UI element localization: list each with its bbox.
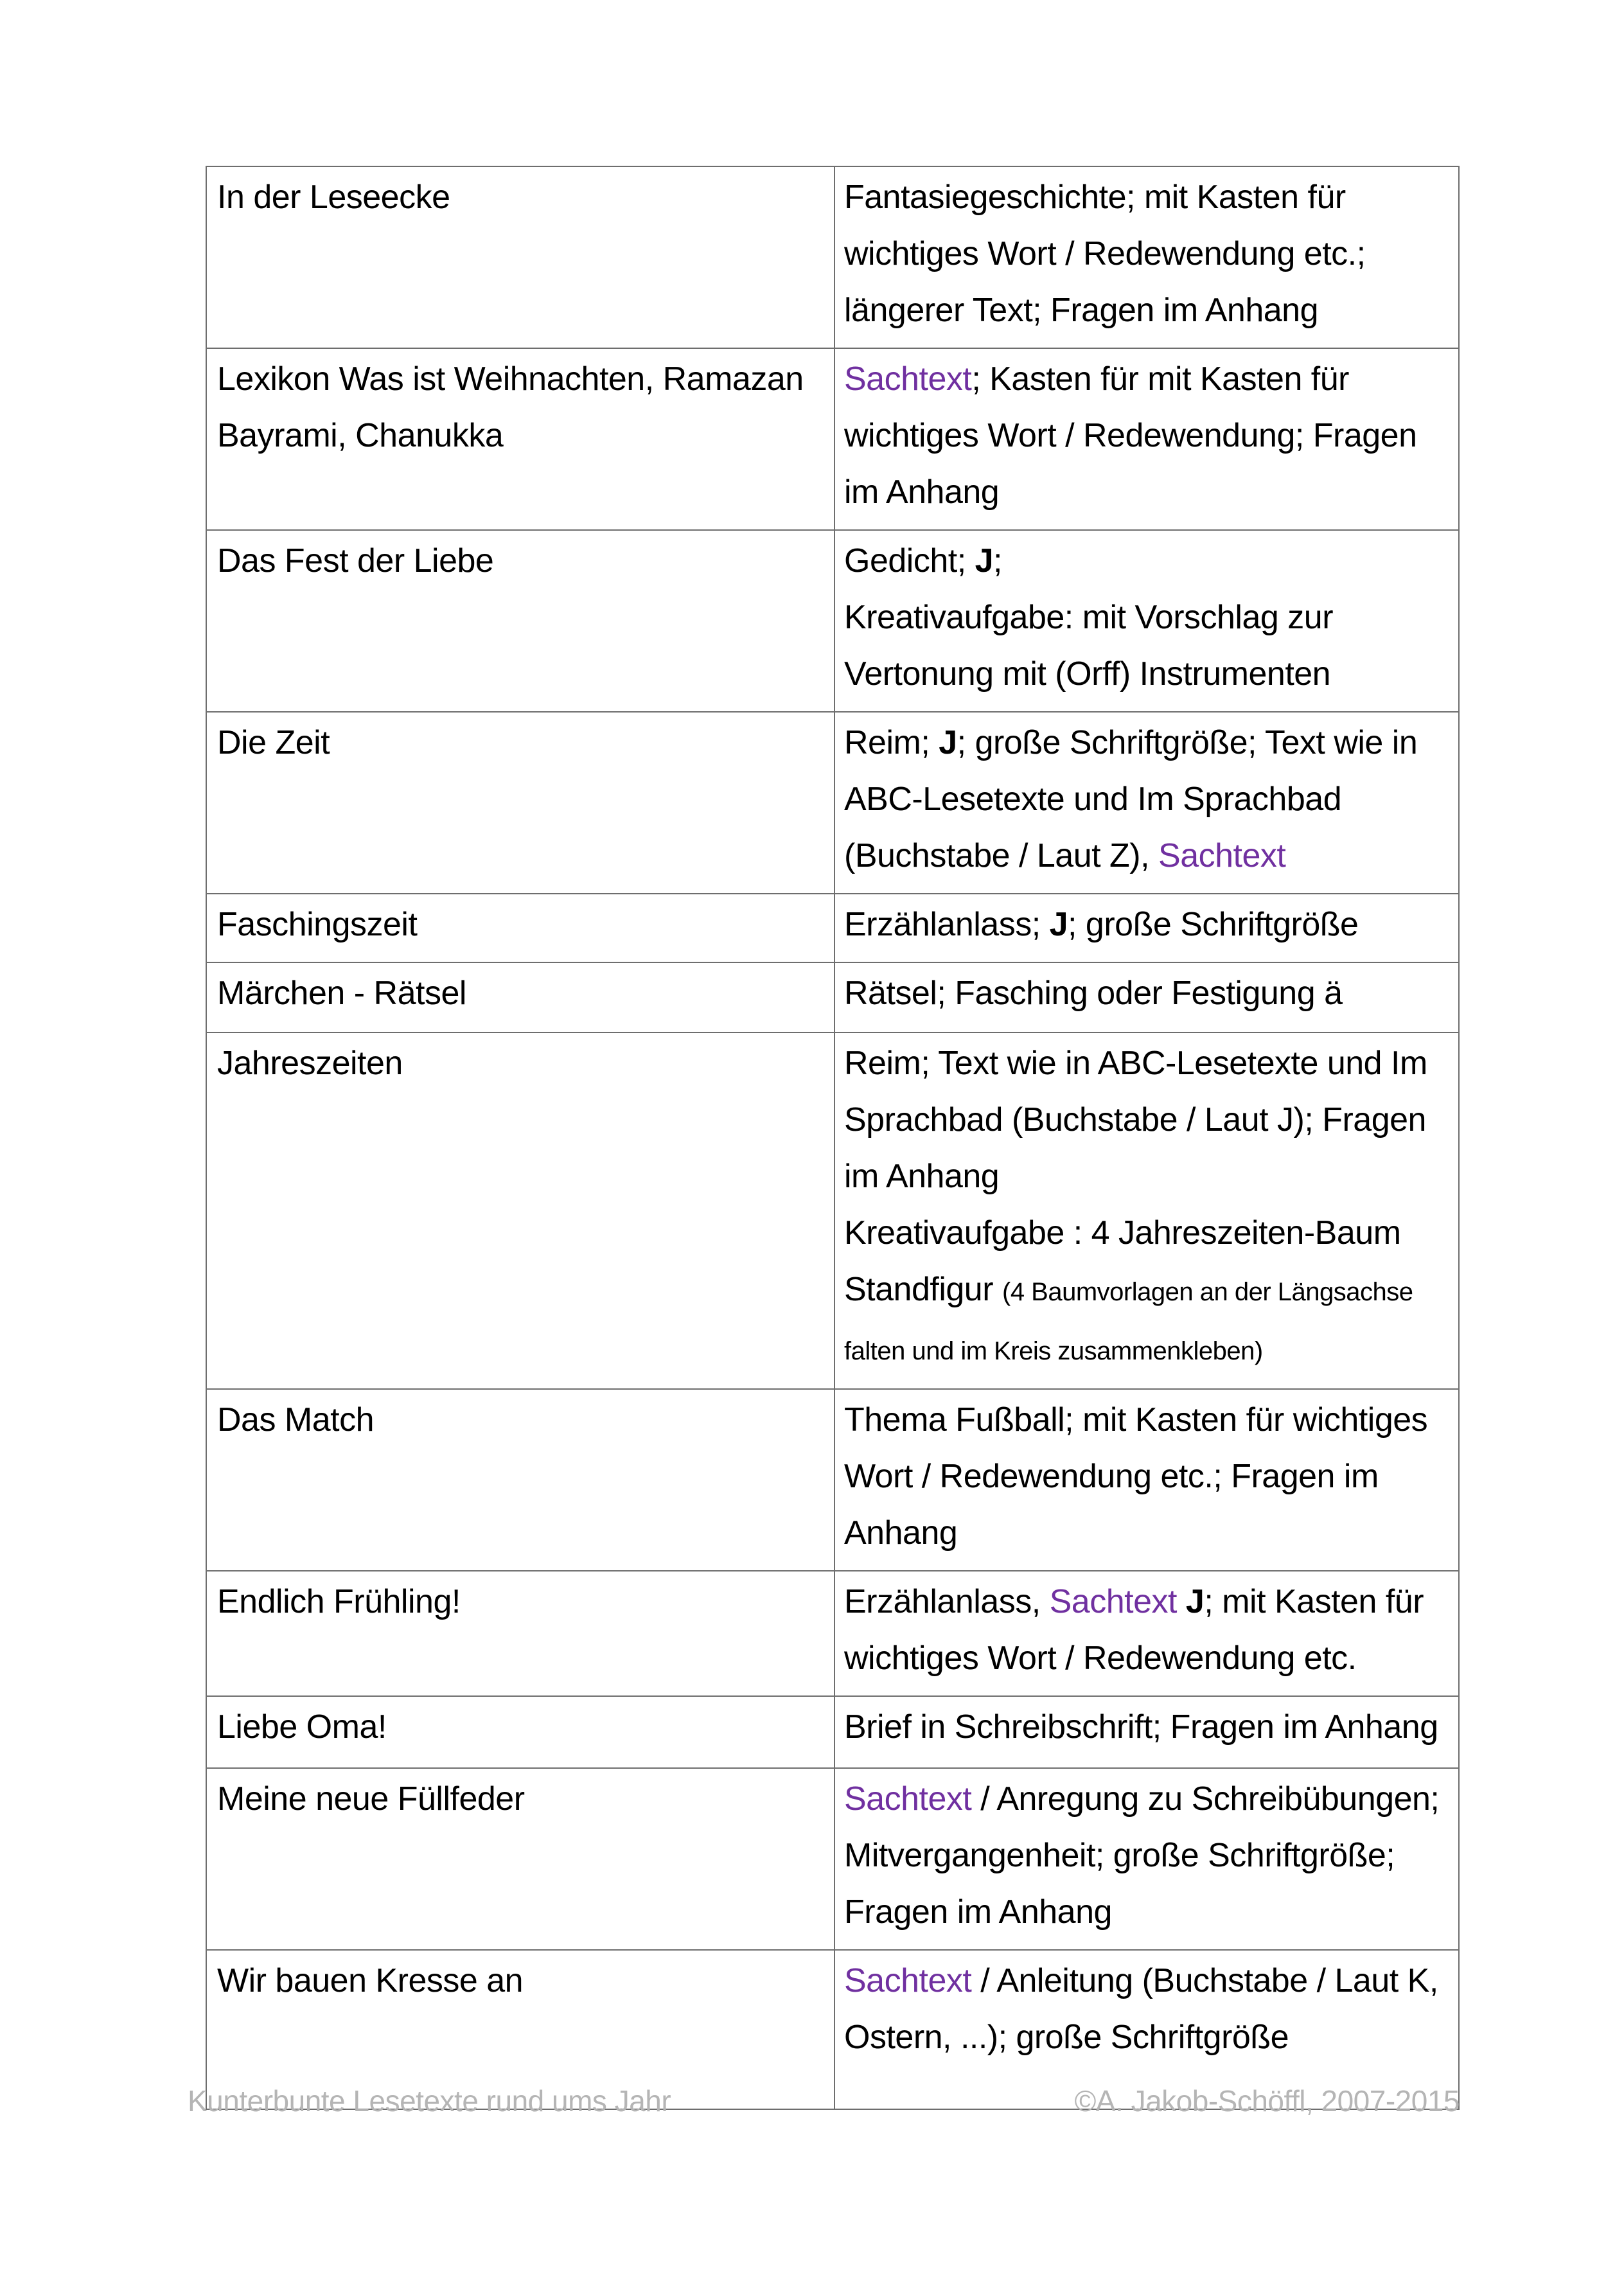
description-segment: Reim; Text wie in ABC-Lesetexte und Im Sprachbad (Buchstabe / Laut J); Fragen im Anhang (844, 1045, 1427, 1195)
description-cell (835, 1769, 1458, 1949)
description-segment: Sachtext (1158, 837, 1286, 874)
description-segment: J (975, 542, 994, 580)
description-segment: / Anleitung (Buchstabe / Laut K, Ostern, ...); große Schriftgröße (844, 1962, 1438, 2056)
description-segment: J (1049, 906, 1068, 943)
description-segment: Fantasiegeschichte; mit Kasten für wichtiges Wort / Redewendung etc.; längerer Text; Fragen im Anhang (844, 179, 1366, 329)
description-cell (835, 1697, 1458, 1767)
title-cell: In der Leseecke (207, 167, 835, 348)
description-segment: / Anregung zu Schreibübungen; Mitvergangenheit; große Schriftgröße; Fragen im Anhang (844, 1780, 1440, 1931)
description-segment: Sachtext (844, 360, 972, 398)
description-cell (835, 531, 1458, 711)
table-row (207, 962, 1458, 1032)
description-segment: J (939, 724, 957, 761)
footer (188, 2082, 1460, 2120)
title-cell: Wir bauen Kresse an (207, 1951, 835, 2109)
description-segment: ; mit Kasten für wichtiges Wort / Redewendung etc. (844, 1583, 1424, 1677)
title-cell: Meine neue Füllfeder (207, 1769, 835, 1949)
table-row (207, 1570, 1458, 1695)
description-segment: Kreativaufgabe: mit Vorschlag zur Vertonung mit (Orff) Instrumenten (844, 599, 1334, 693)
title-cell: Endlich Frühling! (207, 1571, 835, 1695)
title-cell: Lexikon Was ist Weihnachten, Ramazan Bayrami, Chanukka (207, 349, 835, 529)
description-cell (835, 894, 1458, 962)
description-segment: Sachtext (844, 1780, 972, 1818)
table-row (207, 348, 1458, 529)
table-row (207, 1032, 1458, 1388)
description-segment: Sachtext (1049, 1583, 1177, 1620)
description-segment: J (1185, 1583, 1205, 1620)
title-cell: Faschingszeit (207, 894, 835, 962)
title-cell: Jahreszeiten (207, 1033, 835, 1388)
description-segment: ; Kasten für mit Kasten für wichtiges Wort / Redewendung; Fragen im Anhang (844, 360, 1417, 511)
description-segment: Thema Fußball; mit Kasten für wichtiges Wort / Redewendung etc.; Fragen im Anhang (844, 1401, 1428, 1552)
description-cell (835, 167, 1458, 348)
table-row (207, 167, 1458, 348)
title-cell: Liebe Oma! (207, 1697, 835, 1767)
description-segment: Erzählanlass, (844, 1583, 1050, 1620)
description-segment: Rätsel; Fasching oder Festigung ä (844, 975, 1343, 1012)
table-row (207, 1767, 1458, 1949)
lesson-table (206, 166, 1460, 2110)
title-cell: Die Zeit (207, 713, 835, 893)
title-cell: Das Match (207, 1390, 835, 1570)
description-cell (835, 1033, 1458, 1388)
table-row (207, 1695, 1458, 1767)
description-segment: Kreativaufgabe : 4 Jahreszeiten-Baum Standfigur (844, 1214, 1401, 1308)
description-segment: (4 Baumvorlagen an der Längsachse falten und im Kreis zusammenkleben) (844, 1278, 1413, 1365)
footer-copyright: ©A. Jakob-Schöffl, 2007-2015 (1074, 2084, 1460, 2118)
description-cell (835, 349, 1458, 529)
title-cell: Märchen - Rätsel (207, 963, 835, 1032)
table-row (207, 711, 1458, 893)
description-cell (835, 713, 1458, 893)
description-segment: ; große Schriftgröße; Text wie in ABC-Lesetexte und Im Sprachbad (Buchstabe / Laut Z), (844, 724, 1418, 874)
description-segment: ; (993, 542, 1002, 580)
description-segment (1177, 1583, 1186, 1620)
description-segment: Sachtext (844, 1962, 972, 1999)
description-cell (835, 1390, 1458, 1570)
description-cell (835, 963, 1458, 1032)
description-segment: Brief in Schreibschrift; Fragen im Anhang (844, 1708, 1438, 1746)
description-segment: ; große Schriftgröße (1068, 906, 1359, 943)
table-row (207, 1388, 1458, 1570)
description-segment: Reim; (844, 724, 939, 761)
description-segment: Gedicht; (844, 542, 975, 580)
footer-series-title: Kunterbunte Lesetexte rund ums Jahr (188, 2084, 671, 2118)
table-row (207, 529, 1458, 711)
table-row (207, 893, 1458, 962)
description-cell (835, 1571, 1458, 1695)
description-segment: Erzählanlass; (844, 906, 1050, 943)
title-cell: Das Fest der Liebe (207, 531, 835, 711)
